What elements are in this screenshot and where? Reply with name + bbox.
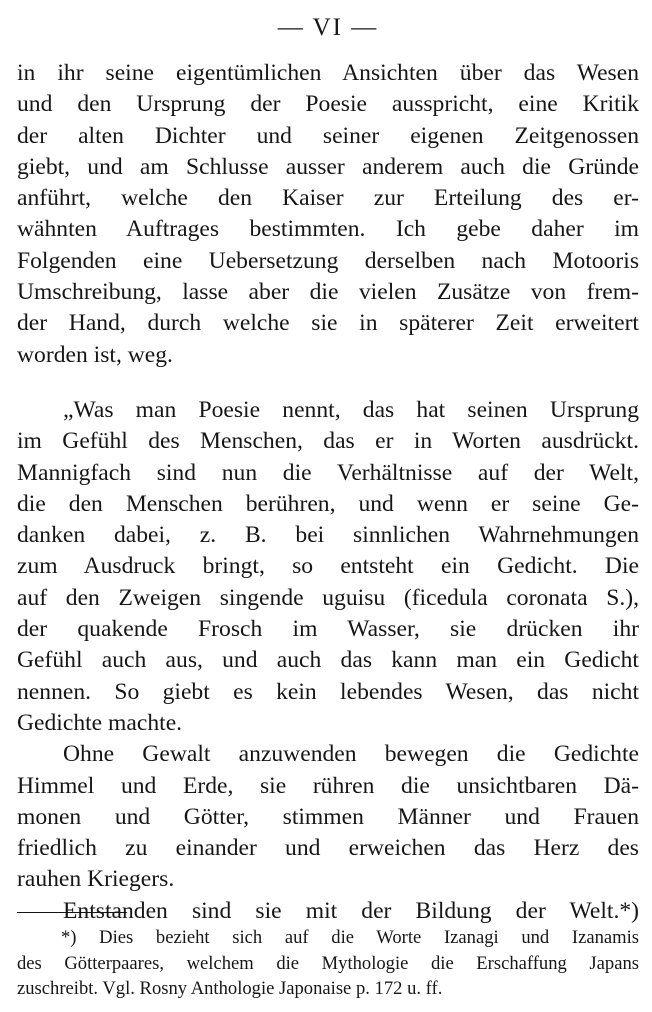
text-line: Gefühl auch aus, und auch das kann man ein Gedicht [17, 647, 639, 674]
text-line: im Gefühl des Menschen, das er in Worten ausdrückt. [17, 428, 639, 455]
text-line: Umschreibung, lasse aber die vielen Zusätze von frem- [17, 279, 639, 306]
text-line: der alten Dichter und seiner eigenen Zeitgenossen [17, 122, 639, 149]
text-line: monen und Götter, stimmen Männer und Frauen [17, 803, 639, 830]
text-line: „Was man Poesie nennt, das hat seinen Ursprung [63, 397, 639, 423]
text-line: rauhen Kriegers. [17, 866, 175, 893]
text-line: Entstanden sind sie mit der Bildung der Welt.*) [63, 897, 639, 924]
text-line: zum Ausdruck bringt, so entsteht ein Gedicht. Die [17, 553, 639, 580]
book-page [17, 0, 639, 1012]
text-line: worden ist, weg. [17, 341, 173, 368]
text-line: danken dabei, z. B. bei sinnlichen Wahrnehmungen [17, 522, 639, 549]
text-line: giebt, und am Schlusse ausser anderem auch die Gründe [17, 153, 639, 180]
footnote-divider [17, 912, 127, 913]
text-line: der Hand, durch welche sie in späterer Zeit erweitert [17, 310, 639, 337]
text-line: Himmel und Erde, sie rühren die unsichtbaren Dä- [17, 772, 639, 799]
text-line: friedlich zu einander und erweichen das Herz des [17, 835, 639, 862]
footnote-line: des Götterpaares, welchem die Mythologie die Erschaffung Japans [17, 952, 639, 974]
text-line: Folgenden eine Uebersetzung derselben nach Motooris [17, 247, 639, 274]
footnote [17, 925, 639, 1002]
text-line: anführt, welche den Kaiser zur Erteilung des er- [17, 185, 639, 212]
footnote-line: *) Dies bezieht sich auf die Worte Izanagi und Izanamis [61, 927, 639, 948]
intro-paragraph [17, 58, 639, 371]
text-line: in ihr seine eigentümlichen Ansichten über das Wesen [17, 60, 639, 86]
quoted-preface [17, 395, 639, 927]
text-line: auf den Zweigen singende uguisu (ficedula coronata S.), [17, 584, 639, 611]
text-line: der quakende Frosch im Wasser, sie drücken ihr [17, 616, 639, 643]
text-line: Ohne Gewalt anzuwenden bewegen die Gedichte [63, 741, 639, 768]
text-line: nennen. So giebt es kein lebendes Wesen, das nicht [17, 678, 639, 705]
page-number-header: — VI — [277, 14, 379, 41]
text-line: die den Menschen berühren, und wenn er seine Ge- [17, 490, 639, 517]
text-line: und den Ursprung der Poesie ausspricht, eine Kritik [17, 91, 639, 118]
footnote-line: zuschreibt. Vgl. Rosny Anthologie Japonaise p. 172 u. ff. [17, 978, 443, 999]
text-line: Mannigfach sind nun die Verhältnisse auf der Welt, [17, 459, 639, 486]
text-line: wähnten Auftrages bestimmten. Ich gebe daher im [17, 216, 639, 243]
text-line: Gedichte machte. [17, 709, 183, 736]
